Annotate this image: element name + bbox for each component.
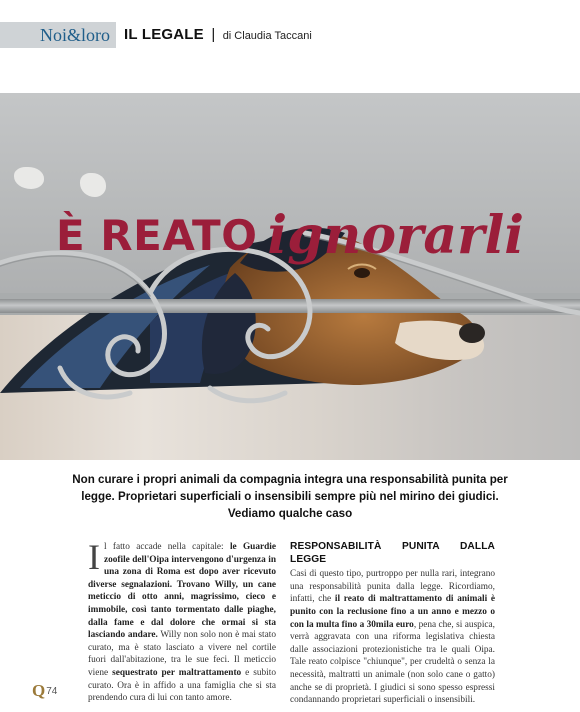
body-text: l fatto accade nella capitale: xyxy=(104,542,230,552)
body-text: Casi di questo tipo, purtroppo per nulla rari, integrano una responsabilità punita dalla legge. Ricordiamo, infatti, che xyxy=(290,569,495,605)
hero-image xyxy=(0,93,580,460)
rubric-name: IL LEGALE xyxy=(124,26,204,43)
magazine-logo-icon: Q xyxy=(32,681,46,700)
headline xyxy=(0,205,580,266)
body-text: e subito curato. Ora è in affido a una famiglia che si sta prendendo cura di lui con tanto amore. xyxy=(88,667,276,704)
section-tag: Noi&loro xyxy=(0,22,116,48)
body-text-bold: le Guardie zoofile dell'Oipa intervengono d'urgenza in una zona di Roma est dopo aver ricevuto diverse segnalazioni. Trovano Willy, un cane meticcio di otto anni, magrissimo, cieco e immobile, così tanto tormentato dalle piaghe, dalla fame e dal dolore che ormai si sta lasciando andare. xyxy=(88,542,276,641)
article-column-right xyxy=(290,541,495,707)
body-text-bold: sequestrato per maltrattamento xyxy=(112,667,242,678)
body-text: Willy non solo non è mai stato curato, ma è stato lasciato a vivere nel cortile fuori dall'abitazione, tra le sue feci. Il meticcio viene xyxy=(88,630,276,678)
fence-scrollwork xyxy=(0,93,580,460)
author-byline: di Claudia Taccani xyxy=(222,30,312,42)
headline-part-2: ignorarli xyxy=(267,205,525,266)
page-folio xyxy=(32,681,57,701)
rubric xyxy=(124,22,312,48)
subheading: RESPONSABILITÀ PUNITA DALLA LEGGE xyxy=(290,541,495,565)
body-text-bold: il reato di maltrattamento di animali è punito con la reclusione fino a un anno e mezzo o con la multa fino a 30mila euro xyxy=(290,594,496,630)
page-header xyxy=(0,22,580,48)
rubric-separator: | xyxy=(211,26,216,43)
article-column-left xyxy=(88,537,276,705)
headline-part-1: È REATO xyxy=(55,211,258,260)
lead-paragraph: Non curare i propri animali da compagnia integra una responsabilità punita per legge. Proprietari superficiali o insensibili sempre più nel mirino dei giudici. Vediamo qualche caso xyxy=(72,473,508,520)
body-text: , pena che, si auspica, verrà aggravata con una riforma legislativa chiesta dalle associazioni protezionistiche tra le quali Oipa. Tale reato colpisce "chiunque", per crudeltà o senza la necessità, maltratti un animale (non solo cane o gatto) anche se di proprietà. I giudici si sono spesso espressi condannando proprietari superficiali o insensibili. xyxy=(290,619,495,706)
page-number: 74 xyxy=(46,686,58,697)
drop-cap: I xyxy=(88,537,100,577)
